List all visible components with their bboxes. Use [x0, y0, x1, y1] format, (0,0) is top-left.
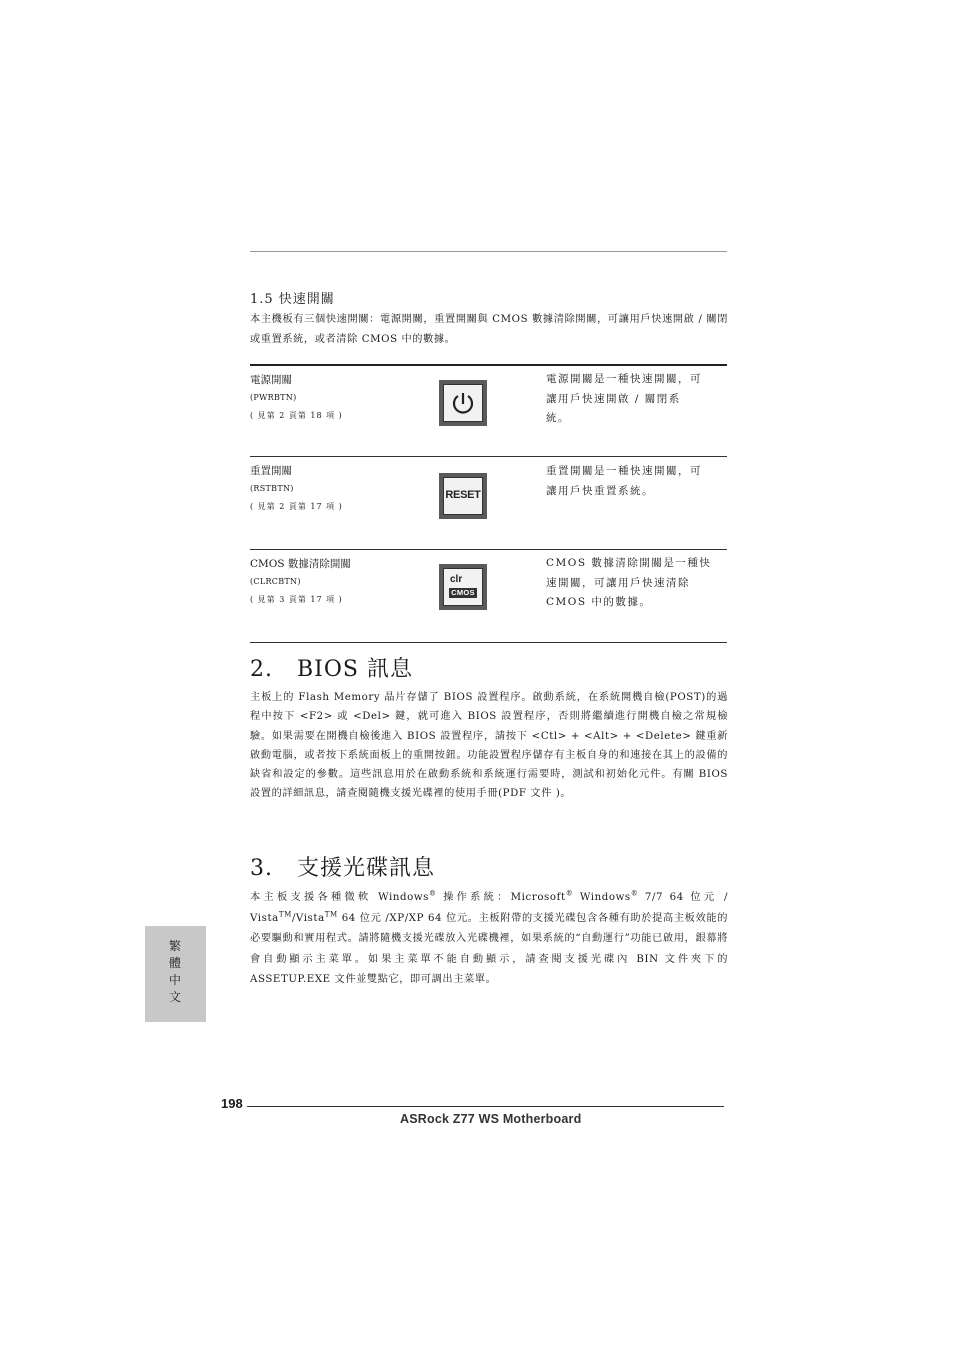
reset-icon-label: RESET [445, 489, 481, 501]
section-1-5-title: 1.5 快速開關 [250, 292, 335, 307]
switch-ref: ( 見第 2 頁第 18 項 ) [250, 411, 343, 420]
language-side-tab-label: 繁體中文 [168, 939, 181, 1004]
table-row-divider [250, 549, 727, 550]
switch-ref: ( 見第 2 頁第 17 項 ) [250, 502, 343, 511]
switch-code: (RSTBTN) [250, 484, 294, 493]
section-2-body: 主板上的 Flash Memory 晶片存儲了 BIOS 設置程序。啟動系統，在系統開機自檢(POST)的過程中按下 <F2> 或 <Del> 鍵，就可進入 BIOS 設置程序，否則將繼續進行開機自檢之常規檢驗。如果需要在開機自檢後進入 BIOS 設置程序，請按下 <Ctl> + <Alt> + <Delete> 鍵重新啟動電腦，或者按下系統面板上的重開按鈕。功能設置程序儲存有主板自身的和連接在其上的設備的缺省和設定的參數。這些訊息用於在啟動系統和系統運行需要時，測試和初始化元件。有關 BIOS 設置的詳細訊息，請查閱隨機支援光碟裡的使用手冊(PDF 文件 )。 [250, 692, 732, 800]
page-number: 198 [221, 1096, 243, 1111]
table-top-rule [250, 364, 727, 366]
switch-name: CMOS 數據清除開關 [250, 558, 351, 570]
switch-name: 電源開關 [250, 374, 292, 386]
switch-desc-clear-cmos: CMOS 數據清除開關是一種快 速開關，可讓用戶快速清除 CMOS 中的數據。 [546, 557, 712, 608]
footer-product-name: ASRock Z77 WS Motherboard [400, 1112, 582, 1126]
switch-row-reset [250, 463, 343, 515]
section-3-title: 支援光碟訊息 [297, 856, 436, 881]
switch-name: 重置開關 [250, 465, 292, 477]
section-3-heading [250, 851, 435, 882]
section-2-title: BIOS 訊息 [297, 657, 413, 682]
switch-code: (CLRCBTN) [250, 577, 301, 586]
cmos-label: CMOS [449, 588, 477, 598]
table-row-divider [250, 456, 727, 457]
switch-desc-reset: 重置開關是一種快速開關，可 讓用戶快重置系統。 [546, 465, 702, 497]
table-bottom-rule [250, 642, 727, 643]
section-2-number: 2. [250, 657, 273, 682]
switch-desc-power: 電源開關是一種快速開關，可 讓用戶快速開啟 / 關閉系 統。 [546, 373, 702, 424]
power-icon [439, 380, 487, 426]
switch-row-power [250, 372, 343, 424]
top-divider [250, 251, 727, 252]
clr-label: clr [450, 574, 463, 585]
section-1-5-intro: 本主機板有三個快速開關：電源開關，重置開關與 CMOS 數據清除開關，可讓用戶快速開啟 / 關閉或重置系統，或者清除 CMOS 中的數據。 [250, 314, 728, 345]
switch-row-clear-cmos [250, 556, 351, 608]
reset-icon [439, 473, 487, 519]
footer-rule [247, 1106, 724, 1107]
switch-ref: ( 見第 3 頁第 17 項 ) [250, 595, 343, 604]
section-2-heading [250, 652, 413, 683]
clear-cmos-icon [439, 564, 487, 610]
section-3-number: 3. [250, 856, 273, 881]
switch-code: (PWRBTN) [250, 393, 297, 402]
section-3-body: 本主板支援各種微軟 Windows® 操作系統：Microsoft® Windows® 7/7 64 位元 / Vista™/Vista™ 64 位元 /XP/XP 64 位元。主板附帶的支援光碟包含各種有助於提高主板效能的必要驅動和實用程式。請將隨機支援光碟放入光碟機裡，如果系統的“自動運行”功能已啟用，銀幕將會自動顯示主菜單。如果主菜單不能自動顯示，請查閱支援光碟內 BIN 文件夾下的 ASSETUP.EXE 文件並雙點它，即可調出主菜單。 [250, 889, 732, 985]
language-side-tab [145, 926, 206, 1022]
